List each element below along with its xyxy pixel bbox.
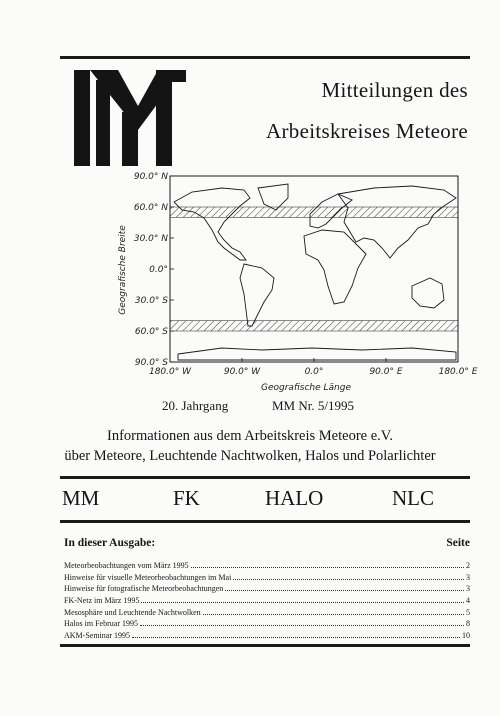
- topics-row: [60, 486, 470, 512]
- top-rule: [60, 56, 470, 59]
- topics-top-rule: [60, 476, 470, 479]
- title-line-2: Arbeitskreises Meteore: [266, 119, 468, 143]
- lon-tick-label: 180.0° E: [438, 367, 478, 377]
- y-axis-label: Geografische Breite: [118, 225, 128, 315]
- topic-mm: MM: [62, 486, 100, 510]
- lat-tick-label: 60.0° N: [133, 203, 168, 213]
- toc-entry[interactable]: Mesosphäre und Leuchtende Nachtwolken 5: [64, 607, 470, 617]
- toc-entry[interactable]: Halos im Februar 1995 8: [64, 619, 470, 629]
- world-map: [112, 168, 487, 394]
- issue-number: MM Nr. 5/1995: [272, 398, 354, 413]
- lon-tick-label: 0.0°: [304, 367, 324, 377]
- lat-tick-label: 60.0° S: [134, 327, 168, 337]
- lat-tick-label: 30.0° S: [134, 296, 168, 306]
- topics-bottom-rule: [60, 520, 470, 523]
- latitude-labels: [134, 172, 174, 368]
- topic-nlc: NLC: [392, 486, 434, 510]
- longitude-labels: [149, 358, 478, 377]
- lat-tick-label: 90.0° S: [134, 358, 168, 368]
- mm-logo: [74, 70, 186, 166]
- lat-tick-label: 0.0°: [149, 265, 168, 275]
- hatched-band-northern-band: [170, 207, 458, 217]
- toc-entry[interactable]: Hinweise für visuelle Meteorbeobachtungen im Mai 3: [64, 572, 470, 582]
- info-line-1: Informationen aus dem Arbeitskreis Meteore e.V.: [106, 428, 394, 444]
- volume-label: 20. Jahrgang: [162, 398, 229, 413]
- toc-entry[interactable]: Meteorbeobachtungen vom März 1995 2: [64, 561, 470, 570]
- lon-tick-label: 90.0° W: [223, 367, 261, 377]
- title-line-1: Mitteilungen des: [321, 78, 468, 102]
- toc-entry[interactable]: Hinweise für fotografische Meteorbeobachtungen 3: [64, 584, 470, 594]
- lat-tick-label: 90.0° N: [133, 172, 168, 182]
- info-line-2: über Meteore, Leuchtende Nachtwolken, Halos und Polarlichter: [64, 448, 436, 464]
- lon-tick-label: 90.0° E: [369, 367, 403, 377]
- lat-tick-label: 30.0° N: [133, 234, 168, 244]
- x-axis-label: Geografische Länge: [261, 383, 351, 393]
- table-of-contents: [64, 560, 470, 642]
- lon-tick-label: 180.0° W: [148, 367, 192, 377]
- bottom-rule: [60, 644, 470, 647]
- topic-halo: HALO: [265, 486, 324, 510]
- toc-entry[interactable]: AKM-Seminar 1995 10: [64, 631, 470, 641]
- issue-line: [0, 398, 500, 416]
- toc-page-heading: Seite: [446, 537, 470, 549]
- topic-fk: FK: [173, 486, 200, 510]
- hatched-band-southern-band: [170, 321, 458, 331]
- map-frame: [170, 176, 458, 362]
- toc-entry[interactable]: FK-Netz im März 1995 4: [64, 596, 470, 606]
- toc-heading: In dieser Ausgabe:: [64, 537, 156, 549]
- hatched-bands: [170, 207, 458, 331]
